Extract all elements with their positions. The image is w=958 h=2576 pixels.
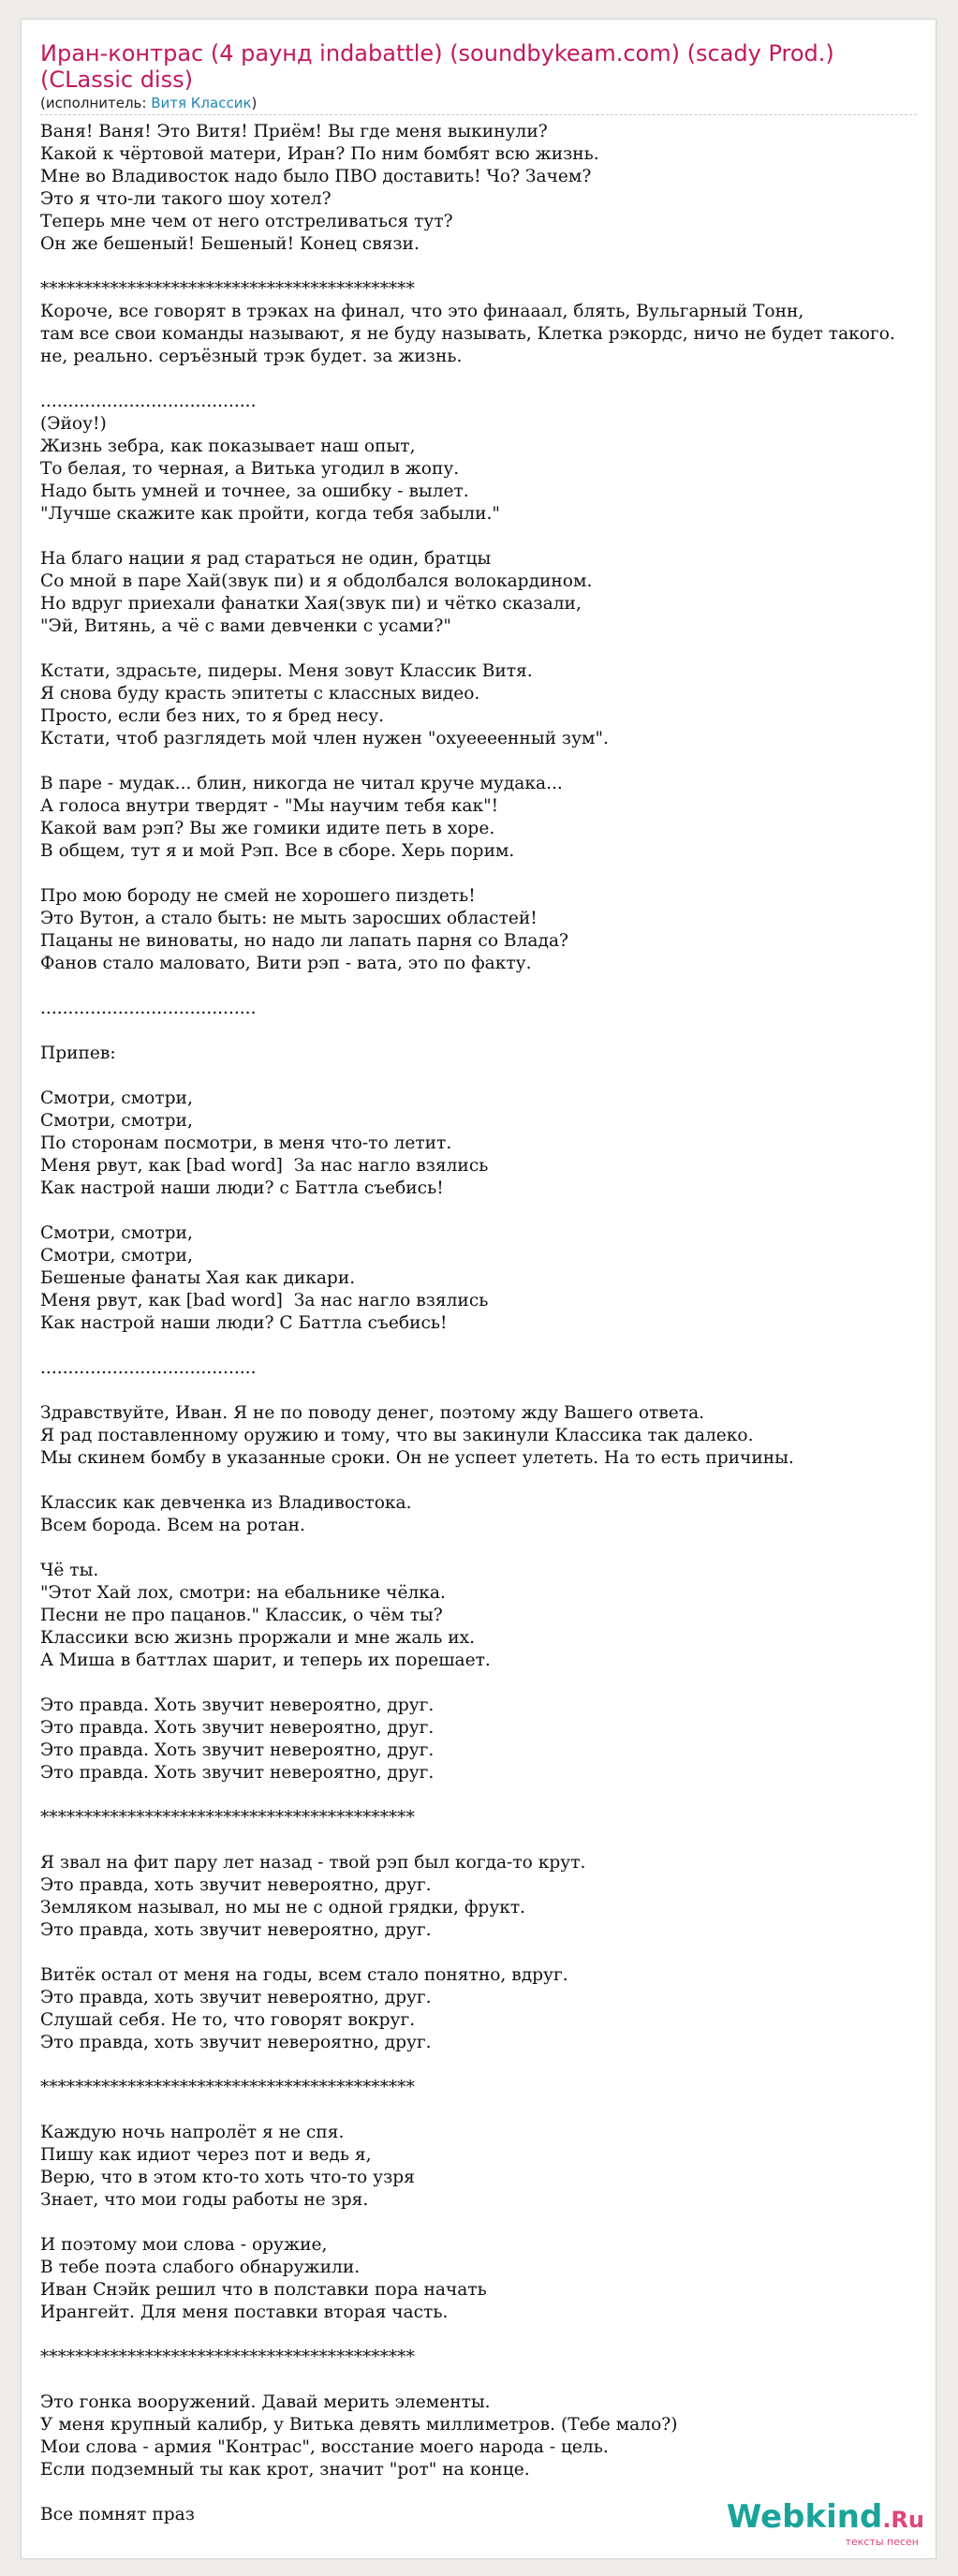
lyric-line — [40, 2324, 936, 2347]
lyric-line: Это правда. Хоть звучит невероятно, друг. — [40, 1763, 435, 1783]
lyric-line: Смотри, смотри, — [40, 1223, 193, 1243]
lyric-line: Все помнят праз — [40, 2505, 195, 2524]
lyric-line: Это правда, хоть звучит невероятно, друг. — [40, 1920, 432, 1940]
lyric-line: Как настрой наши люди? С Баттла съебись! — [40, 1313, 448, 1333]
lyric-line: Я снова буду красть эпитеты с классных видео. — [40, 684, 480, 703]
lyric-line — [40, 750, 936, 773]
lyric-line: ******************************************* — [40, 2347, 415, 2367]
lyric-line: Мне во Владивосток надо было ПВО доставить! Чо? Зачем? — [40, 167, 592, 186]
lyric-line: Каждую ночь напролёт я не спя. — [40, 2123, 345, 2142]
lyric-line: Земляком называл, но мы не с одной грядки, фрукт. — [40, 1898, 526, 1917]
lyric-line: Меня рвут, как [bad word] За нас нагло взялись — [40, 1156, 489, 1176]
lyric-line: Припев: — [40, 1044, 116, 1063]
lyric-line: На благо нации я рад стараться не один, братцы — [40, 549, 492, 569]
lyric-line: Это правда, хоть звучит невероятно, друг. — [40, 1988, 432, 2007]
lyric-line — [40, 1065, 936, 1088]
lyric-line: Короче, все говорят в трэках на финал, что это финааал, блять, Вульгарный Тонн, — [40, 302, 804, 321]
lyric-line: То белая, то черная, а Витька угодил в жопу. — [40, 459, 460, 479]
lyric-line: Здравствуйте, Иван. Я не по поводу денег, поэтому жду Вашего ответа. — [40, 1403, 705, 1423]
lyric-line: Песни не про пацанов." Классик, о чём ты? — [40, 1606, 443, 1625]
lyric-line: Это Вутон, а стало быть: не мыть заросших областей! — [40, 909, 538, 928]
lyric-line: Смотри, смотри, — [40, 1246, 193, 1266]
lyric-line: Это правда. Хоть звучит невероятно, друг. — [40, 1740, 435, 1760]
lyric-line — [40, 1020, 936, 1043]
lyric-line — [40, 2369, 936, 2391]
lyric-line: Знает, что мои годы работы не зря. — [40, 2190, 369, 2210]
lyric-line: Ваня! Ваня! Это Витя! Приём! Вы где меня выкинули? — [40, 122, 548, 141]
lyric-line: Просто, если без них, то я бред несу. — [40, 706, 385, 726]
lyric-line: ....................................... — [40, 999, 257, 1018]
lyric-line: Меня рвут, как [bad word] За нас нагло взялись — [40, 1291, 489, 1310]
lyric-line: "Этот Хай лох, смотри: на ебальнике чёлка. — [40, 1583, 446, 1603]
lyric-line: Ирангейт. Для меня поставки вторая часть. — [40, 2302, 449, 2322]
lyric-line: В тебе поэта слабого обнаружили. — [40, 2258, 361, 2277]
lyrics-card — [21, 19, 936, 2559]
lyric-line: ....................................... — [40, 1358, 257, 1378]
lyric-line: Это правда, хоть звучит невероятно, друг. — [40, 1875, 432, 1895]
lyric-line: Я рад поставленному оружию и тому, что вы закинули Классика так далеко. — [40, 1426, 754, 1445]
lyric-line: (Эйоу!) — [40, 414, 107, 434]
logo-brand: Webkind — [726, 2498, 883, 2536]
lyric-line: Смотри, смотри, — [40, 1088, 193, 1108]
lyric-line: Смотри, смотри, — [40, 1111, 193, 1131]
lyric-line: ******************************************* — [40, 1808, 415, 1828]
performer-prefix: (исполнитель: — [40, 95, 152, 111]
lyric-line: Надо быть умней и точнее, за ошибку - вылет. — [40, 481, 469, 501]
lyric-line: В общем, тут я и мой Рэп. Все в сборе. Херь порим. — [40, 841, 515, 861]
lyric-line — [40, 1942, 936, 1964]
lyric-line: Какой к чёртовой матери, Иран? По ним бомбят всю жизнь. — [40, 144, 599, 164]
lyric-line: ....................................... — [40, 392, 257, 411]
lyric-line: И поэтому мои слова - оружие, — [40, 2235, 328, 2255]
lyric-line: Теперь мне чем от него отстреливаться тут? — [40, 212, 453, 231]
lyric-line: Как настрой наши люди? с Баттла съебись! — [40, 1178, 444, 1198]
lyric-line: "Эй, Витянь, а чё с вами девченки с усами?" — [40, 616, 451, 636]
lyric-line — [40, 1829, 936, 1852]
lyric-line: Какой вам рэп? Вы же гомики идите петь в хоре. — [40, 819, 495, 838]
lyric-line: Кстати, здрасьте, пидеры. Меня зовут Классик Витя. — [40, 661, 533, 681]
lyric-line: А Миша в баттлах шарит, и теперь их порешает. — [40, 1651, 491, 1670]
lyric-line: Это я что-ли такого шоу хотел? — [40, 189, 332, 209]
lyric-line — [40, 2099, 936, 2122]
lyric-line — [40, 1380, 936, 1402]
lyric-line: Кстати, чтоб разглядеть мой член нужен "охуеееенный зум". — [40, 729, 609, 748]
lyric-line: Про мою бороду не смей не хорошего пиздеть! — [40, 886, 476, 906]
lyric-line: Но вдруг приехали фанатки Хая(звук пи) и чётко сказали, — [40, 594, 582, 614]
lyric-line: Классики всю жизнь проржали и мне жаль их. — [40, 1628, 476, 1648]
logo-tld: .Ru — [882, 2507, 924, 2533]
lyric-line: Жизнь зебра, как показывает наш опыт, — [40, 437, 416, 456]
lyric-line — [40, 256, 936, 278]
lyric-line: Слушай себя. Не то, что говорят вокруг. — [40, 2010, 416, 2030]
lyric-line: Иван Снэйк решил что в полставки пора начать — [40, 2280, 487, 2300]
lyric-line: Это гонка вооружений. Давай мерить элементы. — [40, 2392, 491, 2412]
lyric-line: Я звал на фит пару лет назад - твой рэп был когда-то крут. — [40, 1853, 586, 1873]
lyric-line: Если подземный ты как крот, значит "рот" на конце. — [40, 2460, 530, 2480]
lyric-line: не, реально. серъёзный трэк будет. за жизнь. — [40, 347, 463, 366]
lyric-line — [40, 368, 936, 391]
lyric-line: Это правда. Хоть звучит невероятно, друг. — [40, 1695, 435, 1715]
lyric-line: А голоса внутри твердят - "Мы научим тебя как"! — [40, 796, 499, 816]
lyric-line: там все свои команды называют, я не буду называть, Клетка рэкордс, ничо не будет такого. — [40, 324, 895, 344]
lyric-line — [40, 975, 936, 998]
lyric-line — [40, 1335, 936, 1357]
lyric-line — [40, 2054, 936, 2077]
lyric-line: ******************************************* — [40, 2078, 415, 2097]
lyric-line — [40, 863, 936, 885]
logo-wordmark — [727, 2500, 924, 2537]
lyric-line: "Лучше скажите как пройти, когда тебя забыли." — [40, 504, 500, 524]
lyric-line: Бешеные фанаты Хая как дикари. — [40, 1268, 356, 1288]
lyric-line: Верю, что в этом кто-то хоть что-то узря — [40, 2168, 415, 2187]
lyric-line: Пишу как идиот через пот и ведь я, — [40, 2145, 372, 2165]
logo-tagline: тексты песен — [845, 2536, 919, 2548]
performer-link[interactable]: Витя Классик — [151, 95, 252, 111]
lyric-line — [40, 1672, 936, 1695]
lyric-line: Он же бешеный! Бешеный! Конец связи. — [40, 234, 420, 254]
performer-line — [40, 95, 917, 115]
lyric-line — [40, 1200, 936, 1222]
webkind-logo[interactable] — [726, 2498, 924, 2551]
lyric-line: Мои слова - армия "Контрас", восстание моего народа - цель. — [40, 2437, 609, 2457]
lyric-line — [40, 526, 936, 548]
lyric-line: Мы скинем бомбу в указанные сроки. Он не успеет улететь. На то есть причины. — [40, 1448, 794, 1468]
lyric-line: Чё ты. — [40, 1561, 99, 1580]
lyric-line: Пацаны не виноваты, но надо ли лапать парня со Влада? — [40, 931, 568, 951]
lyric-line: В паре - мудак... блин, никогда не читал круче мудака... — [40, 774, 563, 793]
lyric-line — [40, 2212, 936, 2234]
lyric-line: Со мной в паре Хай(звук пи) и я обдолбался волокардином. — [40, 571, 593, 591]
lyric-line — [40, 1537, 936, 1560]
lyric-line — [40, 1784, 936, 1807]
lyric-line: По сторонам посмотри, в меня что-то летит. — [40, 1133, 452, 1153]
lyric-line: Это правда, хоть звучит невероятно, друг. — [40, 2033, 432, 2052]
lyric-line: Витёк остал от меня на годы, всем стало понятно, вдруг. — [40, 1965, 568, 1985]
song-title: Иран-контрас (4 раунд indabattle) (soundbykeam.com) (scady Prod.) (CLassic diss) — [40, 40, 834, 93]
lyric-line: У меня крупный калибр, у Витька девять миллиметров. (Тебе мало?) — [40, 2415, 678, 2435]
lyric-line: Классик как девченка из Владивостока. — [40, 1493, 412, 1513]
lyric-line: Всем борода. Всем на ротан. — [40, 1516, 305, 1535]
lyric-line: Фанов стало маловато, Вити рэп - вата, это по факту. — [40, 954, 532, 973]
lyric-line — [40, 1470, 936, 1492]
lyric-line: ******************************************* — [40, 279, 415, 299]
lyric-line: Это правда. Хоть звучит невероятно, друг. — [40, 1718, 435, 1738]
lyric-line — [40, 638, 936, 660]
performer-suffix: ) — [251, 95, 258, 111]
lyrics-text — [40, 121, 936, 2526]
